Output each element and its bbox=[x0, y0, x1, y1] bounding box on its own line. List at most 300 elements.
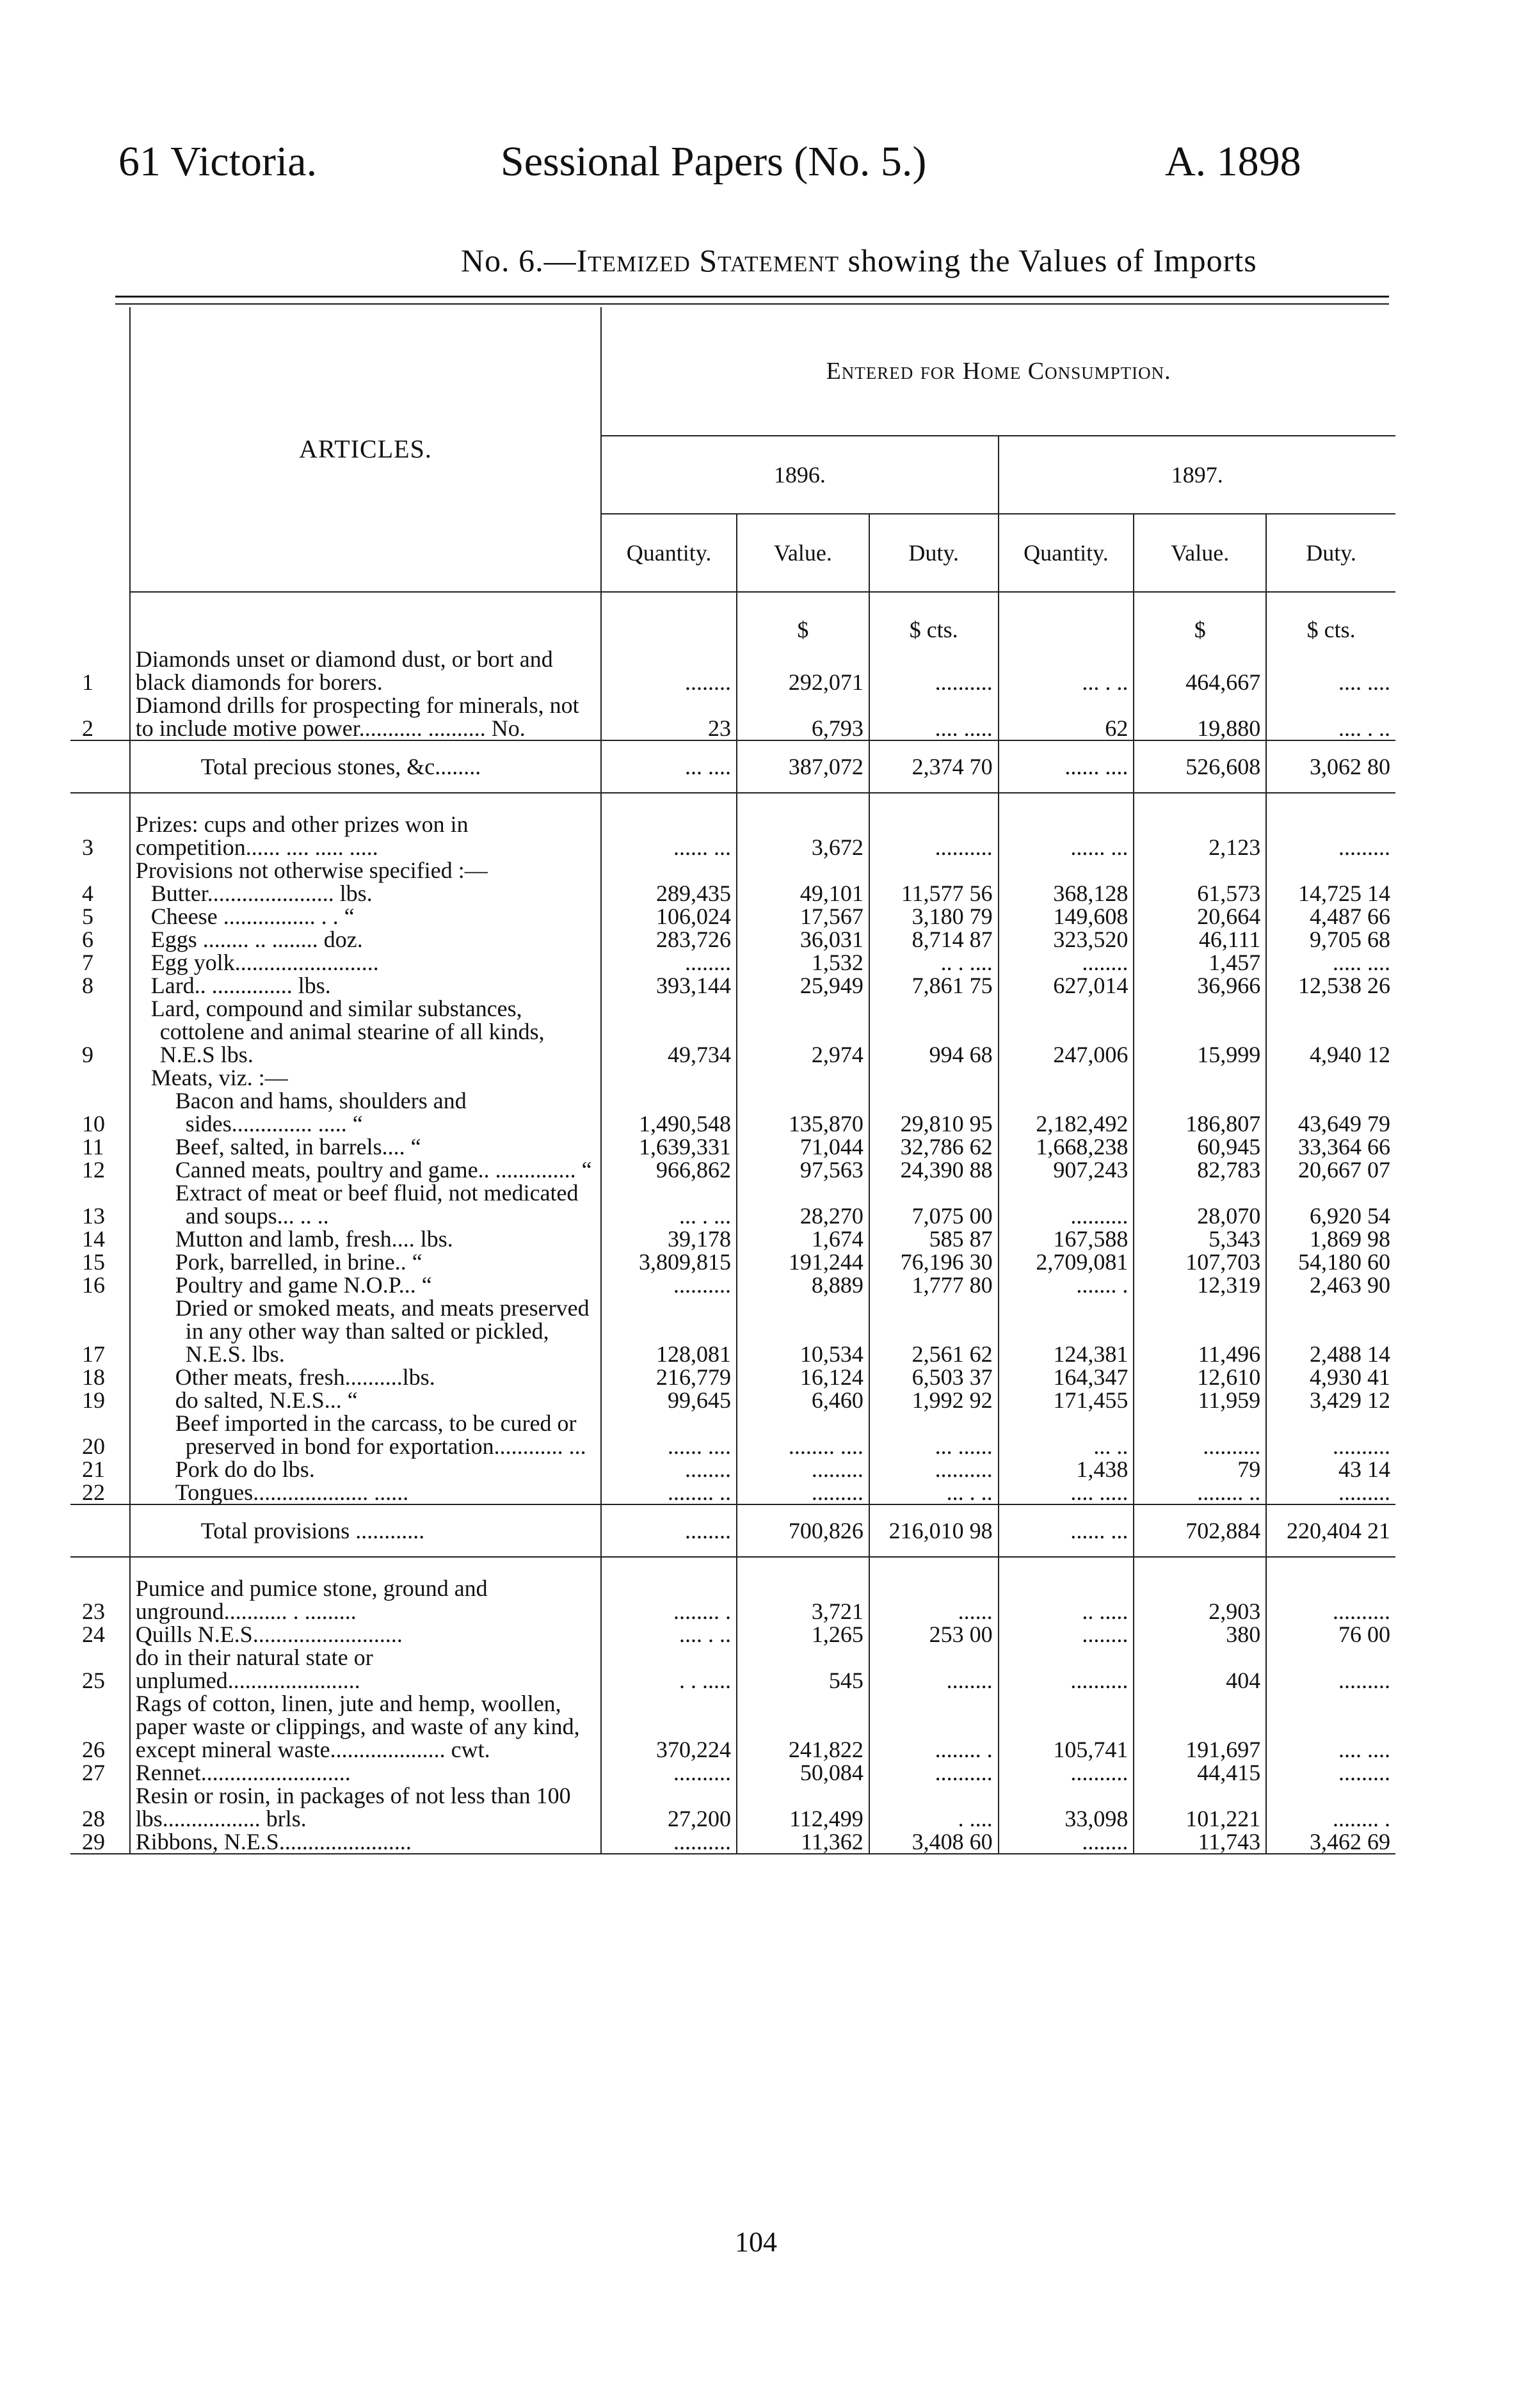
article-name: Beef, salted, in barrels.... “ bbox=[130, 1135, 601, 1158]
entered-header: Entered for Home Consumption. bbox=[601, 307, 1395, 436]
quantity-1897: 627,014 bbox=[999, 974, 1134, 997]
row-number: 12 bbox=[82, 1157, 105, 1183]
table-row bbox=[70, 974, 1395, 997]
quantity-1896: 3,809,815 bbox=[601, 1250, 737, 1273]
value-1896: 28,270 bbox=[737, 1181, 869, 1227]
statement-rest: showing the Values of Imports bbox=[847, 243, 1257, 278]
statement-title bbox=[461, 242, 1257, 279]
article-name: Pork do do lbs. bbox=[130, 1458, 601, 1481]
duty-1897: 54,180 60 bbox=[1266, 1250, 1395, 1273]
article-name: Ribbons, N.E.S....................... bbox=[130, 1830, 601, 1854]
quantity-1897: .......... bbox=[999, 1646, 1134, 1692]
row-number: 29 bbox=[70, 1830, 130, 1854]
units-row bbox=[70, 592, 1395, 648]
table-row bbox=[70, 1761, 1395, 1784]
row-number: 22 bbox=[82, 1479, 105, 1505]
duty-1897: .... .... bbox=[1266, 1692, 1395, 1761]
unit-label: $ cts. bbox=[1266, 592, 1395, 648]
article-name: Egg yolk......................... bbox=[130, 951, 601, 974]
table-row bbox=[70, 1692, 1395, 1761]
quantity-1897 bbox=[999, 859, 1134, 882]
duty-1896: .......... bbox=[869, 1761, 999, 1784]
value-1896: 387,072 bbox=[737, 740, 869, 793]
value-1897: 44,415 bbox=[1134, 1761, 1266, 1784]
duty-1896: .... ..... bbox=[869, 694, 999, 740]
duty-1897: .... .... bbox=[1266, 648, 1395, 694]
quantity-1897: 62 bbox=[999, 694, 1134, 740]
quantity-1896: .......... bbox=[601, 1761, 737, 1784]
value-1897: 60,945 bbox=[1134, 1135, 1266, 1158]
row-number bbox=[70, 859, 130, 882]
row-number: 14 bbox=[82, 1226, 105, 1252]
quantity-1897: 124,381 bbox=[999, 1296, 1134, 1366]
quantity-1896: 393,144 bbox=[601, 974, 737, 997]
table-row bbox=[70, 1389, 1395, 1412]
value-1896: 112,499 bbox=[737, 1784, 869, 1830]
duty-1896 bbox=[869, 859, 999, 882]
value-1897: 46,111 bbox=[1134, 928, 1266, 951]
quantity-1897: 323,520 bbox=[999, 928, 1134, 951]
duty-1897: .... . .. bbox=[1266, 694, 1395, 740]
value-1896: 97,563 bbox=[737, 1158, 869, 1181]
table-row bbox=[70, 1623, 1395, 1646]
value-1897: 79 bbox=[1134, 1458, 1266, 1481]
table-row bbox=[70, 1296, 1395, 1366]
value-1896: 36,031 bbox=[737, 928, 869, 951]
value-1897: 82,783 bbox=[1134, 1158, 1266, 1181]
value-1897: 15,999 bbox=[1134, 997, 1266, 1066]
table-body bbox=[70, 648, 1395, 1854]
value-1897: 19,880 bbox=[1134, 694, 1266, 740]
article-name: Dried or smoked meats, and meats preserved in any other way than salted or pickled, N.E.S. lbs. bbox=[130, 1296, 601, 1366]
row-number: 20 bbox=[82, 1433, 105, 1459]
value-1896: 1,532 bbox=[737, 951, 869, 974]
quantity-1896: ........ bbox=[601, 951, 737, 974]
quantity-1896 bbox=[601, 859, 737, 882]
column-header: Quantity. bbox=[601, 514, 737, 592]
article-name: Total precious stones, &c........ bbox=[130, 740, 601, 793]
value-1897: 11,959 bbox=[1134, 1389, 1266, 1412]
table-header bbox=[70, 307, 1395, 648]
quantity-1897: ...... ... bbox=[999, 1504, 1134, 1557]
value-1897: 20,664 bbox=[1134, 905, 1266, 928]
table-row bbox=[70, 1273, 1395, 1296]
row-number: 28 bbox=[82, 1806, 105, 1831]
article-name: Rennet.......................... bbox=[130, 1761, 601, 1784]
header-papers: Sessional Papers (No. 5.) bbox=[501, 138, 927, 185]
quantity-1897: ........ bbox=[999, 1623, 1134, 1646]
table-row bbox=[70, 1646, 1395, 1692]
duty-1896: 3,180 79 bbox=[869, 905, 999, 928]
statement-prefix: No. 6.— bbox=[461, 243, 577, 278]
row-number: 10 bbox=[82, 1111, 105, 1136]
article-name: Beef imported in the carcass, to be cured or preserved in bond for exportation............ ... bbox=[130, 1412, 601, 1458]
quantity-1897: 1,668,238 bbox=[999, 1135, 1134, 1158]
articles-header: ARTICLES. bbox=[130, 307, 601, 592]
value-1896: 16,124 bbox=[737, 1366, 869, 1389]
row-number: 16 bbox=[82, 1272, 105, 1298]
quantity-1897: 368,128 bbox=[999, 882, 1134, 905]
table-row bbox=[70, 1366, 1395, 1389]
article-name: Rags of cotton, linen, jute and hemp, woollen, paper waste or clippings, and waste of any kind, except mineral waste.................... cwt. bbox=[130, 1692, 601, 1761]
duty-1897: 20,667 07 bbox=[1266, 1158, 1395, 1181]
row-number: 23 bbox=[82, 1599, 105, 1624]
duty-1897: 43,649 79 bbox=[1266, 1089, 1395, 1135]
row-number: 4 bbox=[82, 881, 93, 906]
duty-1897: 3,462 69 bbox=[1266, 1830, 1395, 1854]
duty-1896: 11,577 56 bbox=[869, 882, 999, 905]
quantity-1897: 247,006 bbox=[999, 997, 1134, 1066]
value-1896: ......... bbox=[737, 1481, 869, 1504]
value-1896: 241,822 bbox=[737, 1692, 869, 1761]
quantity-1897: ... .. bbox=[999, 1412, 1134, 1458]
article-name: Bacon and hams, shoulders and sides.............. ..... “ bbox=[130, 1089, 601, 1135]
value-1896: 25,949 bbox=[737, 974, 869, 997]
duty-1897: 2,488 14 bbox=[1266, 1296, 1395, 1366]
row-number bbox=[70, 1504, 130, 1557]
quantity-1897: .. ..... bbox=[999, 1557, 1134, 1623]
value-1897: 380 bbox=[1134, 1623, 1266, 1646]
article-name: Quills N.E.S.......................... bbox=[130, 1623, 601, 1646]
column-header: Duty. bbox=[1266, 514, 1395, 592]
table-row bbox=[70, 951, 1395, 974]
value-1896: 292,071 bbox=[737, 648, 869, 694]
value-1896: 1,674 bbox=[737, 1227, 869, 1250]
value-1896: 8,889 bbox=[737, 1273, 869, 1296]
statement-caps: Itemized Statement bbox=[576, 243, 840, 278]
quantity-1897: ....... . bbox=[999, 1273, 1134, 1296]
table-row bbox=[70, 1784, 1395, 1830]
quantity-1896: ...... ... bbox=[601, 793, 737, 859]
row-number: 26 bbox=[82, 1737, 105, 1762]
article-name: Lard.. .............. lbs. bbox=[130, 974, 601, 997]
quantity-1897: 1,438 bbox=[999, 1458, 1134, 1481]
duty-1897: 6,920 54 bbox=[1266, 1181, 1395, 1227]
row-number: 2 bbox=[82, 715, 93, 741]
unit-label bbox=[999, 592, 1134, 648]
row-number: 7 bbox=[82, 950, 93, 975]
row-number: 8 bbox=[82, 973, 93, 998]
row-number: 13 bbox=[82, 1203, 105, 1229]
value-1897: 61,573 bbox=[1134, 882, 1266, 905]
table-row bbox=[70, 882, 1395, 905]
duty-1896: 2,374 70 bbox=[869, 740, 999, 793]
quantity-1897: ... . .. bbox=[999, 648, 1134, 694]
duty-1897: 4,930 41 bbox=[1266, 1366, 1395, 1389]
article-name: Pork, barrelled, in brine.. “ bbox=[130, 1250, 601, 1273]
article-name: Prizes: cups and other prizes won in competition...... .... ..... ..... bbox=[130, 793, 601, 859]
duty-1897 bbox=[1266, 859, 1395, 882]
article-name: Tongues.................... ...... bbox=[130, 1481, 601, 1504]
row-number: 17 bbox=[82, 1341, 105, 1367]
quantity-1897: 907,243 bbox=[999, 1158, 1134, 1181]
table-row bbox=[70, 1158, 1395, 1181]
quantity-1896: ... . ... bbox=[601, 1181, 737, 1227]
value-1896: 3,672 bbox=[737, 793, 869, 859]
row-number bbox=[70, 740, 130, 793]
article-name: Resin or rosin, in packages of not less than 100 lbs................. brls. bbox=[130, 1784, 601, 1830]
duty-1896: 216,010 98 bbox=[869, 1504, 999, 1557]
duty-1897: 9,705 68 bbox=[1266, 928, 1395, 951]
column-header: Quantity. bbox=[999, 514, 1134, 592]
value-1897: 191,697 bbox=[1134, 1692, 1266, 1761]
quantity-1896: ........ bbox=[601, 1458, 737, 1481]
table-row bbox=[70, 1481, 1395, 1504]
duty-1897: ........ . bbox=[1266, 1784, 1395, 1830]
quantity-1897: ........ bbox=[999, 951, 1134, 974]
duty-1896: 253 00 bbox=[869, 1623, 999, 1646]
imports-table bbox=[70, 307, 1395, 1854]
duty-1896: .......... bbox=[869, 793, 999, 859]
table-row bbox=[70, 1066, 1395, 1089]
running-header bbox=[0, 138, 1526, 195]
value-1897: 702,884 bbox=[1134, 1504, 1266, 1557]
value-1897: ........ .. bbox=[1134, 1481, 1266, 1504]
article-name: Pumice and pumice stone, ground and unground........... . ......... bbox=[130, 1557, 601, 1623]
duty-1896: . .... bbox=[869, 1784, 999, 1830]
table-row bbox=[70, 1250, 1395, 1273]
duty-1896: 76,196 30 bbox=[869, 1250, 999, 1273]
table-row bbox=[70, 648, 1395, 694]
quantity-1896: ........ bbox=[601, 648, 737, 694]
value-1896: 1,265 bbox=[737, 1623, 869, 1646]
duty-1896: .. . .... bbox=[869, 951, 999, 974]
unit-label: $ bbox=[1134, 592, 1266, 648]
row-number: 18 bbox=[82, 1364, 105, 1390]
quantity-1896: 1,639,331 bbox=[601, 1135, 737, 1158]
quantity-1896: ........ . bbox=[601, 1557, 737, 1623]
table-row bbox=[70, 859, 1395, 882]
article-name: Diamonds unset or diamond dust, or bort and black diamonds for borers. bbox=[130, 648, 601, 694]
quantity-1896: 106,024 bbox=[601, 905, 737, 928]
value-1896: 10,534 bbox=[737, 1296, 869, 1366]
duty-1897: ......... bbox=[1266, 1481, 1395, 1504]
value-1896: 191,244 bbox=[737, 1250, 869, 1273]
value-1896: 545 bbox=[737, 1646, 869, 1692]
duty-1897: 220,404 21 bbox=[1266, 1504, 1395, 1557]
article-name: Canned meats, poultry and game.. .............. “ bbox=[130, 1158, 601, 1181]
value-1897: 404 bbox=[1134, 1646, 1266, 1692]
row-number: 6 bbox=[82, 927, 93, 952]
value-1896: 50,084 bbox=[737, 1761, 869, 1784]
value-1897: 526,608 bbox=[1134, 740, 1266, 793]
quantity-1896: 99,645 bbox=[601, 1389, 737, 1412]
quantity-1896 bbox=[601, 1066, 737, 1089]
duty-1897: 76 00 bbox=[1266, 1623, 1395, 1646]
duty-1897: ......... bbox=[1266, 1646, 1395, 1692]
header-session: 61 Victoria. bbox=[118, 138, 317, 185]
quantity-1897: 2,709,081 bbox=[999, 1250, 1134, 1273]
quantity-1896: ........ .. bbox=[601, 1481, 737, 1504]
duty-1897: 12,538 26 bbox=[1266, 974, 1395, 997]
duty-1897 bbox=[1266, 1066, 1395, 1089]
article-name: do in their natural state or unplumed....................... bbox=[130, 1646, 601, 1692]
duty-1897: ..... .... bbox=[1266, 951, 1395, 974]
duty-1896 bbox=[869, 1066, 999, 1089]
duty-1896: .......... bbox=[869, 648, 999, 694]
quantity-1896: .... . .. bbox=[601, 1623, 737, 1646]
duty-1897: 2,463 90 bbox=[1266, 1273, 1395, 1296]
duty-1896: 24,390 88 bbox=[869, 1158, 999, 1181]
quantity-1897: 164,347 bbox=[999, 1366, 1134, 1389]
row-number: 1 bbox=[82, 669, 93, 695]
duty-1897: 1,869 98 bbox=[1266, 1227, 1395, 1250]
table-row bbox=[70, 793, 1395, 859]
total-row bbox=[70, 1504, 1395, 1557]
header-year: A. 1898 bbox=[1165, 138, 1301, 185]
quantity-1896: 283,726 bbox=[601, 928, 737, 951]
quantity-1897: ........ bbox=[999, 1830, 1134, 1854]
value-1897: 36,966 bbox=[1134, 974, 1266, 997]
quantity-1896: 966,862 bbox=[601, 1158, 737, 1181]
value-1897: 101,221 bbox=[1134, 1784, 1266, 1830]
duty-1896: ........ bbox=[869, 1646, 999, 1692]
duty-1897: .......... bbox=[1266, 1412, 1395, 1458]
row-number: 27 bbox=[82, 1760, 105, 1785]
article-name: Lard, compound and similar substances, cottolene and animal stearine of all kinds, N.E.S lbs. bbox=[130, 997, 601, 1066]
row-number: 21 bbox=[82, 1456, 105, 1482]
row-number: 3 bbox=[82, 834, 93, 860]
value-1897 bbox=[1134, 859, 1266, 882]
quantity-1896: 39,178 bbox=[601, 1227, 737, 1250]
duty-1896: ........ . bbox=[869, 1692, 999, 1761]
quantity-1897: .......... bbox=[999, 1761, 1134, 1784]
value-1896: 2,974 bbox=[737, 997, 869, 1066]
quantity-1897: ...... ... bbox=[999, 793, 1134, 859]
top-double-rule-2 bbox=[115, 303, 1389, 305]
page-number: 104 bbox=[735, 2226, 777, 2258]
quantity-1896: 216,779 bbox=[601, 1366, 737, 1389]
duty-1897: 4,487 66 bbox=[1266, 905, 1395, 928]
duty-1897: 3,062 80 bbox=[1266, 740, 1395, 793]
value-1896: 17,567 bbox=[737, 905, 869, 928]
table-row bbox=[70, 905, 1395, 928]
quantity-1897 bbox=[999, 1066, 1134, 1089]
unit-label: $ bbox=[737, 592, 869, 648]
article-name: Mutton and lamb, fresh.... lbs. bbox=[130, 1227, 601, 1250]
row-number: 25 bbox=[82, 1668, 105, 1693]
value-1896: 49,101 bbox=[737, 882, 869, 905]
column-header: Duty. bbox=[869, 514, 999, 592]
duty-1896: 1,992 92 bbox=[869, 1389, 999, 1412]
table-row bbox=[70, 1458, 1395, 1481]
duty-1897: ......... bbox=[1266, 1761, 1395, 1784]
quantity-1896: 27,200 bbox=[601, 1784, 737, 1830]
table-row bbox=[70, 928, 1395, 951]
unit-label: $ cts. bbox=[869, 592, 999, 648]
duty-1897: .......... bbox=[1266, 1557, 1395, 1623]
duty-1896: 2,561 62 bbox=[869, 1296, 999, 1366]
year-1896-header: 1896. bbox=[601, 436, 998, 514]
row-number: 9 bbox=[82, 1042, 93, 1067]
article-name: Provisions not otherwise specified :— bbox=[130, 859, 601, 882]
value-1896: ........ .... bbox=[737, 1412, 869, 1458]
article-name: Butter...................... lbs. bbox=[130, 882, 601, 905]
value-1897: 11,496 bbox=[1134, 1296, 1266, 1366]
table-row bbox=[70, 1412, 1395, 1458]
value-1896: 135,870 bbox=[737, 1089, 869, 1135]
quantity-1896: ........ bbox=[601, 1504, 737, 1557]
total-row bbox=[70, 740, 1395, 793]
value-1897: 2,903 bbox=[1134, 1557, 1266, 1623]
top-double-rule bbox=[115, 296, 1389, 298]
unit-label bbox=[601, 592, 737, 648]
value-1897: 1,457 bbox=[1134, 951, 1266, 974]
value-1897: 464,667 bbox=[1134, 648, 1266, 694]
quantity-1897: ...... .... bbox=[999, 740, 1134, 793]
value-1896 bbox=[737, 1066, 869, 1089]
value-1897: 107,703 bbox=[1134, 1250, 1266, 1273]
table-row bbox=[70, 1089, 1395, 1135]
article-name: Diamond drills for prospecting for minerals, not to include motive power........... .......... No. bbox=[130, 694, 601, 740]
duty-1896: 1,777 80 bbox=[869, 1273, 999, 1296]
table-row bbox=[70, 1181, 1395, 1227]
duty-1896: 8,714 87 bbox=[869, 928, 999, 951]
duty-1896: 3,408 60 bbox=[869, 1830, 999, 1854]
value-1896 bbox=[737, 859, 869, 882]
duty-1897: 43 14 bbox=[1266, 1458, 1395, 1481]
article-name: Meats, viz. :— bbox=[130, 1066, 601, 1089]
value-1897: 186,807 bbox=[1134, 1089, 1266, 1135]
value-1896: 6,460 bbox=[737, 1389, 869, 1412]
table-row bbox=[70, 1557, 1395, 1623]
article-name: Extract of meat or beef fluid, not medicated and soups... .. .. bbox=[130, 1181, 601, 1227]
value-1896: 3,721 bbox=[737, 1557, 869, 1623]
duty-1896: 6,503 37 bbox=[869, 1366, 999, 1389]
quantity-1897: 33,098 bbox=[999, 1784, 1134, 1830]
duty-1897: ......... bbox=[1266, 793, 1395, 859]
value-1896: ......... bbox=[737, 1458, 869, 1481]
column-header: Value. bbox=[1134, 514, 1266, 592]
table-row bbox=[70, 1227, 1395, 1250]
value-1897 bbox=[1134, 1066, 1266, 1089]
value-1897: 2,123 bbox=[1134, 793, 1266, 859]
article-name: Other meats, fresh..........lbs. bbox=[130, 1366, 601, 1389]
value-1896: 11,362 bbox=[737, 1830, 869, 1854]
quantity-1896: 370,224 bbox=[601, 1692, 737, 1761]
units-articles-cell bbox=[130, 592, 601, 648]
row-number: 19 bbox=[82, 1387, 105, 1413]
quantity-1896: 23 bbox=[601, 694, 737, 740]
duty-1896: 994 68 bbox=[869, 997, 999, 1066]
duty-1896: ... ...... bbox=[869, 1412, 999, 1458]
quantity-1896: .......... bbox=[601, 1830, 737, 1854]
duty-1896: ...... bbox=[869, 1557, 999, 1623]
value-1897: 12,610 bbox=[1134, 1366, 1266, 1389]
article-name: do salted, N.E.S... “ bbox=[130, 1389, 601, 1412]
duty-1897: 14,725 14 bbox=[1266, 882, 1395, 905]
duty-1897: 33,364 66 bbox=[1266, 1135, 1395, 1158]
article-name: Eggs ........ .. ........ doz. bbox=[130, 928, 601, 951]
value-1896: 71,044 bbox=[737, 1135, 869, 1158]
quantity-1897: 171,455 bbox=[999, 1389, 1134, 1412]
quantity-1896: . . ..... bbox=[601, 1646, 737, 1692]
row-number bbox=[70, 1066, 130, 1089]
value-1897: 12,319 bbox=[1134, 1273, 1266, 1296]
row-number: 15 bbox=[82, 1249, 105, 1275]
value-1897: 28,070 bbox=[1134, 1181, 1266, 1227]
quantity-1897: .......... bbox=[999, 1181, 1134, 1227]
duty-1896: ... . .. bbox=[869, 1481, 999, 1504]
quantity-1896: .......... bbox=[601, 1273, 737, 1296]
column-header: Value. bbox=[737, 514, 869, 592]
table-row bbox=[70, 694, 1395, 740]
article-name: Cheese ................ . . “ bbox=[130, 905, 601, 928]
quantity-1896: 128,081 bbox=[601, 1296, 737, 1366]
quantity-1896: 289,435 bbox=[601, 882, 737, 905]
quantity-1896: ...... .... bbox=[601, 1412, 737, 1458]
duty-1897: 4,940 12 bbox=[1266, 997, 1395, 1066]
